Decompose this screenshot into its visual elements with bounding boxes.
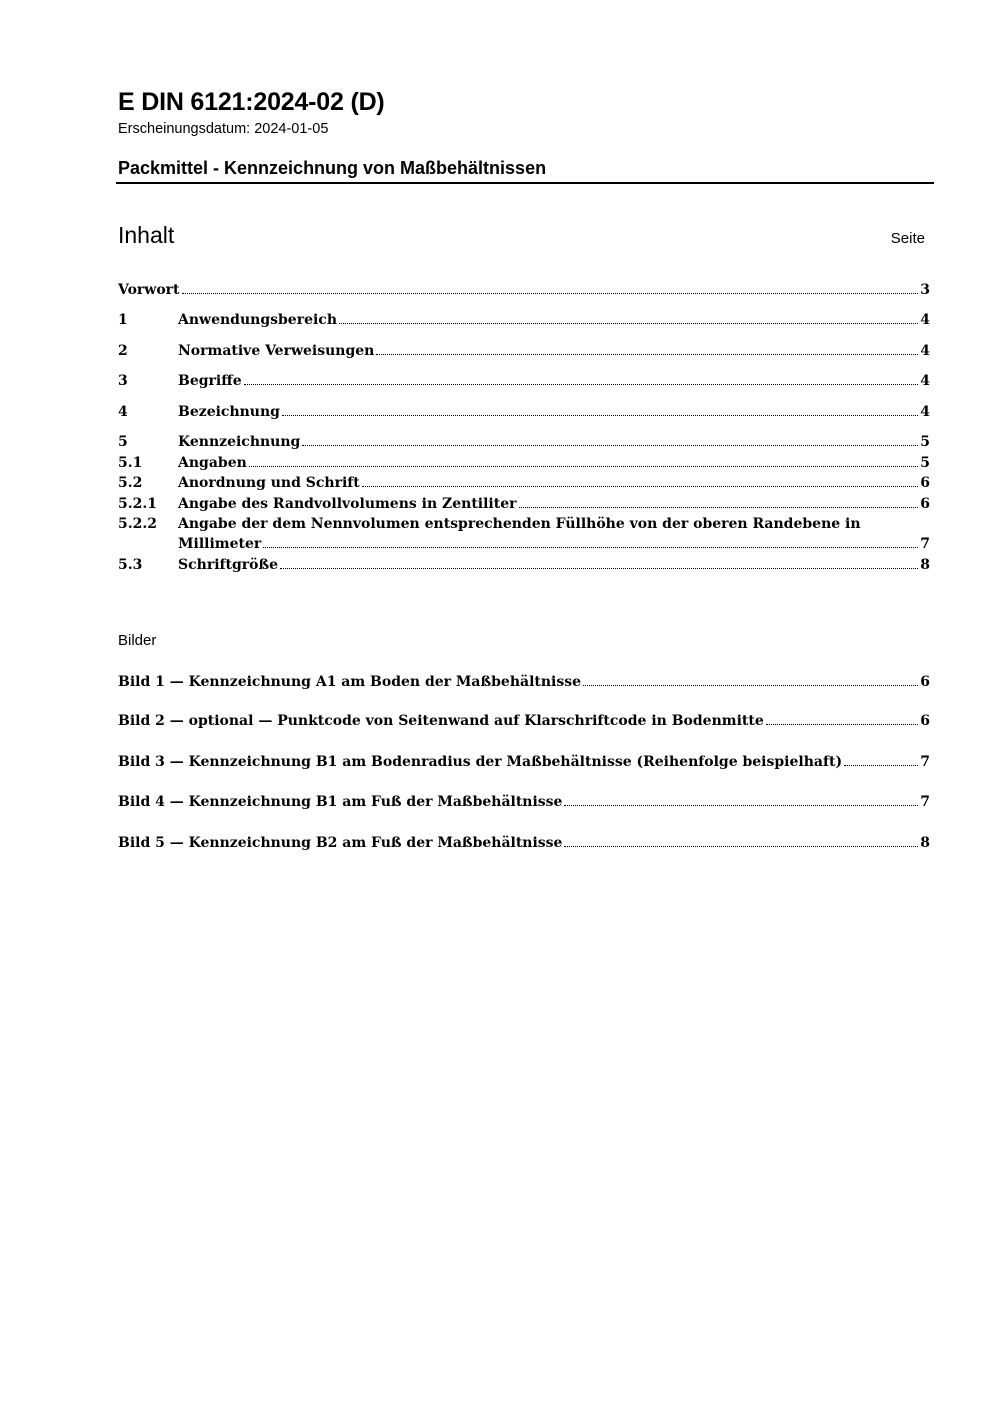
toc-entry[interactable] <box>118 402 930 422</box>
toc-entry[interactable] <box>118 371 930 391</box>
toc-entry[interactable] <box>118 310 930 330</box>
dot-leader <box>583 684 918 686</box>
toc-entry-label: Anwendungsbereich <box>178 312 337 328</box>
toc-entry-number: 5.2.1 <box>118 496 157 512</box>
figure-entry-label: Bild 4 — Kennzeichnung B1 am Fuß der Maßbehältnisse <box>118 794 563 810</box>
toc-entry-number: 3 <box>118 373 128 389</box>
toc-entry[interactable] <box>118 473 930 493</box>
figure-entry-page: 6 <box>920 674 930 690</box>
toc-entry-label: Angabe des Randvollvolumens in Zentiliter <box>178 496 517 512</box>
toc-entry-page: 6 <box>920 496 930 512</box>
toc-entry-label: Anordnung und Schrift <box>178 475 360 491</box>
toc-entry[interactable] <box>118 432 930 452</box>
toc-entry-number: 4 <box>118 404 128 420</box>
figure-entry-page: 6 <box>920 713 930 729</box>
toc-entry-label: Kennzeichnung <box>178 434 301 450</box>
toc-entry-number: 5.1 <box>118 455 143 471</box>
toc-entry-page: 5 <box>920 455 930 471</box>
toc-page-column-label: Seite <box>890 230 925 247</box>
figure-entry-page: 8 <box>920 835 930 851</box>
toc-entry-label: Normative Verweisungen <box>178 343 375 359</box>
dot-leader <box>564 804 918 806</box>
dot-leader <box>362 485 918 487</box>
toc-entry-label-line1: Angabe der dem Nennvolumen entsprechenden Füllhöhe von der oberen Randebene in <box>178 516 861 532</box>
toc-entry-label: Vorwort <box>118 282 180 298</box>
toc-entry[interactable] <box>118 494 930 514</box>
toc-entry-number: 5.2 <box>118 475 143 491</box>
toc-entry[interactable] <box>118 453 930 473</box>
figure-entry[interactable] <box>118 792 930 812</box>
toc-entry-page: 5 <box>920 434 930 450</box>
toc-entry-page: 4 <box>920 312 930 328</box>
toc-entry-number: 2 <box>118 343 128 359</box>
figure-entry-page: 7 <box>920 794 930 810</box>
toc-entry-label: Bezeichnung <box>178 404 280 420</box>
toc-entry-label: Begriffe <box>178 373 242 389</box>
dot-leader <box>249 465 918 467</box>
figure-entry[interactable] <box>118 711 930 731</box>
dot-leader <box>844 764 918 766</box>
dot-leader <box>282 414 918 416</box>
dot-leader <box>339 322 918 324</box>
toc-entry-page: 3 <box>920 282 930 298</box>
dot-leader <box>302 444 918 446</box>
toc-entry-number: 5.3 <box>118 557 143 573</box>
toc-entry[interactable] <box>118 555 930 575</box>
toc-entry-page: 8 <box>920 557 930 573</box>
toc-entry-label: Schriftgröße <box>178 557 279 573</box>
publication-date: Erscheinungsdatum: 2024-01-05 <box>118 121 329 137</box>
toc-entry-page: 4 <box>920 343 930 359</box>
toc-heading: Inhalt <box>118 222 175 248</box>
toc-entry-page: 4 <box>920 404 930 420</box>
dot-leader <box>564 845 918 847</box>
dot-leader <box>376 353 918 355</box>
dot-leader <box>519 506 919 508</box>
toc-entry-number: 1 <box>118 312 128 328</box>
figure-entry-label: Bild 2 — optional — Punktcode von Seitenwand auf Klarschriftcode in Bodenmitte <box>118 713 764 729</box>
dot-leader <box>244 383 919 385</box>
figures-heading: Bilder <box>118 632 157 649</box>
figure-entry-label: Bild 3 — Kennzeichnung B1 am Bodenradius der Maßbehältnisse (Reihenfolge beispielhaft) <box>118 754 843 770</box>
dot-leader <box>280 567 918 569</box>
toc-entry-vorwort[interactable] <box>118 280 930 300</box>
figure-entry-label: Bild 1 — Kennzeichnung A1 am Boden der Maßbehältnisse <box>118 674 582 690</box>
dot-leader <box>766 723 919 725</box>
toc-entry-page: 6 <box>920 475 930 491</box>
figure-entry-page: 7 <box>920 754 930 770</box>
figure-entry[interactable] <box>118 752 930 772</box>
figure-entry[interactable] <box>118 833 930 853</box>
dot-leader <box>263 546 918 548</box>
figure-entry-label: Bild 5 — Kennzeichnung B2 am Fuß der Maßbehältnisse <box>118 835 563 851</box>
toc-entry-label: Angaben <box>178 455 247 471</box>
figure-entry[interactable] <box>118 672 930 692</box>
toc-entry-page: 4 <box>920 373 930 389</box>
title-underline <box>116 182 934 184</box>
document-title: Packmittel - Kennzeichnung von Maßbehältnissen <box>118 158 547 178</box>
toc-entry[interactable] <box>118 341 930 361</box>
toc-entry[interactable] <box>118 514 930 554</box>
document-id: E DIN 6121:2024-02 (D) <box>118 88 385 116</box>
toc-entry-number: 5.2.2 <box>118 516 157 532</box>
toc-entry-page: 7 <box>920 536 930 552</box>
toc-entry-label-line2: Millimeter <box>178 536 262 552</box>
dot-leader <box>182 292 919 294</box>
toc-entry-number: 5 <box>118 434 128 450</box>
